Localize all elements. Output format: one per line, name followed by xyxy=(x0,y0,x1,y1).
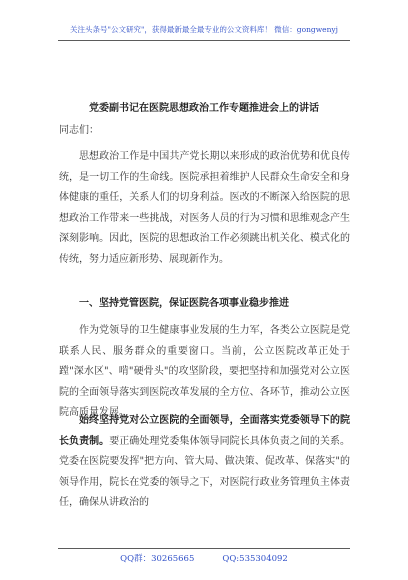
header-divider xyxy=(58,40,350,41)
paragraph-3-lead: 始终坚持党对公立医院的全面领导，全面落实党委领导下的院长负责制。 xyxy=(59,415,350,447)
footer-qq-group: QQ群：30265665 xyxy=(120,554,195,564)
paragraph-3 xyxy=(59,411,350,514)
document-title: 党委副书记在医院思想政治工作专题推进会上的讲话 xyxy=(89,103,319,114)
paragraph-3-body: 要正确处理党委集体领导同院长具体负责之间的关系。党委在医院要发挥"把方向、管大局、做决策、促改革、保落实"的领导作用，院长在党委的领导之下，对医院行政业务管理负主体责任，确保从讲政治的 xyxy=(59,435,351,509)
paragraph-2: 作为党领导的卫生健康事业发展的生力军，各类公立医院是党联系人民、服务群众的重要窗口。当前，公立医院改革正处于蹚"深水区"、啃"硬骨头"的攻坚阶段，要把坚持和加强党对公立医院的全面领导落实到医院改革发展的全方位、各环节，推动公立医院高质量发展。 xyxy=(59,325,350,419)
section-heading-1: 一、坚持党管医院，保证医院各项事业稳步推进 xyxy=(79,298,289,309)
footer-contacts xyxy=(0,552,408,564)
header-banner: 关注头条号"公文研究"，获得最新最全最专业的公文资料库！ 微信：gongwenyj xyxy=(70,25,338,34)
salutation: 同志们： xyxy=(59,125,99,136)
footer-qq: QQ:535304092 xyxy=(222,554,288,564)
footer-divider xyxy=(58,548,350,549)
paragraph-1: 思想政治工作是中国共产党长期以来形成的政治优势和优良传统，是一切工作的生命线。医院承担着维护人民群众生命安全和身体健康的重任，关系人们的切身利益。医改的不断深入给医院的思想政治工作带来一些挑战，对医务人员的行为习惯和思维观念产生深刻影响。因此，医院的思想政治工作必须跳出机关化、模式化的传统，努力适应新形势、展现新作为。 xyxy=(59,151,350,265)
